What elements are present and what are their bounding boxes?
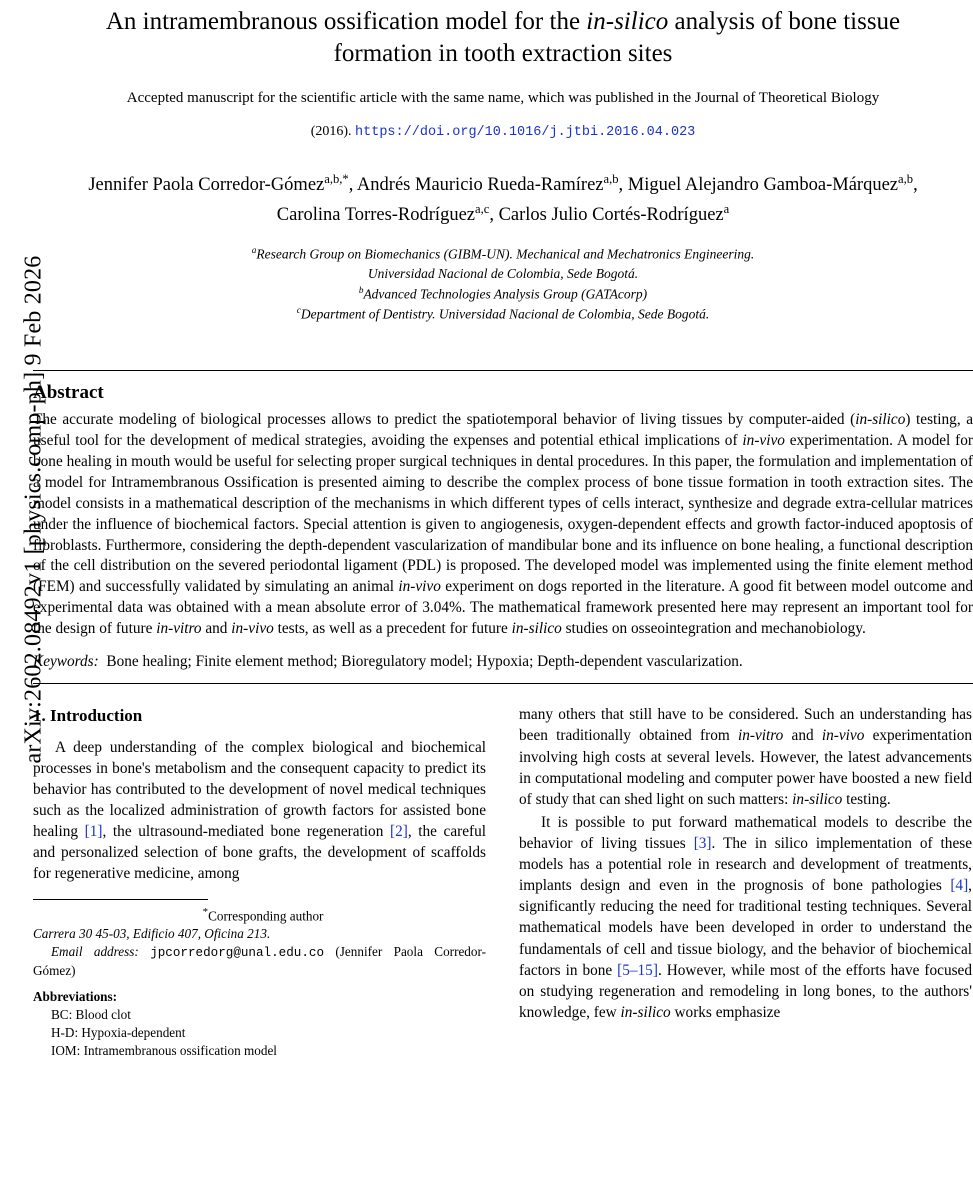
affiliation-b-sup: b: [358, 284, 364, 295]
right-seg-2: and: [783, 727, 822, 745]
author-address: Carrera 30 45-03, Edificio 407, Oficina 213.: [33, 925, 271, 941]
abstract-top-rule: [33, 370, 973, 371]
abstract-italic-6: in-silico: [511, 620, 562, 638]
author-email-line: [33, 943, 486, 980]
title-line1-post: analysis of bone tissue: [668, 8, 901, 35]
abstract-seg-4: experiment on dogs reported in the literature. A good fit between model outcome and experimental data was obtained with a mean absolute error of 3.04%. The mathematical framework presented here may represent an important tool for the design of future: [33, 578, 973, 638]
title-line1-pre: An intramembranous ossification model for the: [105, 8, 587, 35]
intro-seg-3: , the careful and personalized selection of bone grafts, the development of scaffolds for regenerative medicine, among: [33, 823, 486, 883]
abstract-italic-5: in-vivo: [231, 620, 274, 638]
title-line1-italic: in-silico: [586, 8, 669, 35]
abstract-seg-1: The accurate modeling of biological processes allows to predict the spatiotemporal behavior of living tissues by computer-aided (: [33, 410, 856, 428]
column-left: [33, 704, 486, 1059]
intro-paragraph-1: [33, 737, 486, 885]
title-line2: formation in tooth extraction sites: [333, 40, 673, 67]
abstract-seg-6: tests, as well as a precedent for future: [273, 620, 512, 638]
abstract-italic-3: in-vivo: [398, 578, 441, 596]
abstract-seg-2: ) testing, a useful tool for the development of medical strategies, avoiding the expenses and potential ethical implications of: [33, 410, 973, 449]
citation-5-15[interactable]: [5–15]: [617, 961, 658, 979]
right2-seg-4: . However, while most of the efforts have focused on studying regeneration and remodeling in long bones, to the authors' knowledge, few: [519, 961, 972, 1021]
affiliation-b: [33, 284, 973, 304]
doi-line: [33, 124, 973, 140]
doi-link[interactable]: https://doi.org/10.1016/j.jtbi.2016.04.023: [355, 125, 696, 141]
author-3-sup: a,b: [898, 172, 914, 187]
footnote-rule: [33, 899, 208, 900]
abstract-seg-7: studies on osseointegration and mechanobiology.: [561, 620, 866, 638]
keywords-value: Bone healing; Finite element method; Bioregulatory model; Hypoxia; Depth-dependent vascularization.: [106, 653, 743, 671]
abstract-seg-5: and: [201, 620, 232, 638]
affiliations: [33, 244, 973, 324]
citation-1[interactable]: [1]: [84, 823, 103, 841]
right-seg-1: many others that still have to be considered. Such an understanding has been traditionally obtained from: [519, 706, 972, 745]
author-4-sup: a,c: [475, 202, 490, 217]
affiliation-c-text: Department of Dentistry. Universidad Nacional de Colombia, Sede Bogotá.: [300, 306, 710, 322]
abstract-italic-2: in-vivo: [742, 431, 785, 449]
section-heading-introduction: 1. Introduction: [33, 706, 143, 726]
author-2-pre: , Andrés Mauricio Rueda-Ramírez: [348, 175, 604, 196]
affiliation-a-text: Research Group on Biomechanics (GIBM-UN). Mechanical and Mechatronics Engineering.: [256, 246, 755, 262]
keywords-label: Keywords:: [33, 653, 99, 671]
right-italic-3: in-silico: [792, 790, 843, 808]
right-italic-1: in-vitro: [737, 727, 784, 745]
arxiv-stamp: arXiv:2602.08492v1 [physics.comp-ph] 9 Feb 2026: [20, 255, 47, 764]
author-1: Jennifer Paola Corredor-Gómez: [88, 175, 325, 196]
affiliation-a2-text: Universidad Nacional de Colombia, Sede Bogotá.: [367, 266, 639, 282]
intro-seg-1: A deep understanding of the complex biological and biochemical processes in bone's metabolism and the consequent capacity to predict its behavior has contributed to the development of novel medical techniques such as the localized administration of growth factors for assisted bone healing: [33, 738, 486, 841]
author-5-sup: a: [723, 202, 730, 217]
author-line1-end: ,: [913, 175, 918, 196]
abbreviation-item: H-D: Hypoxia-dependent: [51, 1024, 186, 1040]
email-label: Email address:: [51, 943, 139, 959]
footnote-block: [33, 899, 486, 1060]
email-address[interactable]: jpcorredorg@unal.edu.co: [150, 945, 325, 960]
right-paragraph-2: [519, 812, 972, 1023]
abstract-seg-3: experimentation. A model for bone healing in mouth would be useful for selecting proper surgical techniques in dental procedures. In this paper, the formulation and implementation of a model for Intramembranous Ossification is presented aiming to describe the complex process of bone tissue formation in tooth extraction sites. The model consists in a mathematical description of the mechanisms in which different types of cells interact, synthesize and degrade extra-cellular matrices under the influence of biochemical factors. Special attention is given to angiogenesis, oxygen-dependent effects and growth factor-induced apoptosis of fibroblasts. Furthermore, considering the depth-dependent vascularization of mandibular bone and its influence on bone healing, a functional description of the cell distribution on the severed periodontal ligament (PDL) is proposed. The developed model was implemented using the finite element method (FEM) and successfully validated by simulating an animal: [33, 431, 973, 596]
right2-seg-3: , significantly reducing the need for traditional testing techniques. Several mathematical models have been developed in order to understand the fundamentals of cell and tissue biology, and the behavior of biochemical factors in bone: [519, 877, 972, 979]
right2-italic-1: in-silico: [620, 1003, 671, 1021]
affiliation-a: [33, 244, 973, 264]
abbreviation-item: BC: Blood clot: [51, 1007, 131, 1023]
affiliation-a2: [33, 264, 973, 284]
citation-3[interactable]: [3]: [693, 834, 712, 852]
affiliation-a-sup: a: [251, 245, 257, 256]
abstract-text: [33, 410, 973, 640]
right-paragraph-1: [519, 704, 972, 810]
corresponding-label: Corresponding author: [208, 907, 324, 923]
abbreviations-colon: :: [112, 989, 118, 1005]
keywords: [33, 653, 973, 671]
right-seg-3: experimentation involving high costs at several levels. However, the latest advancements in computational modeling and computer power have boosted a new field of study that can shed light on such matters:: [519, 727, 972, 808]
body-columns: [33, 704, 973, 1059]
author-1-sup: a,b,*: [324, 172, 349, 187]
intro-seg-2: , the ultrasound-mediated bone regeneration: [102, 823, 390, 841]
abstract-bottom-rule: [33, 683, 973, 684]
doi-year: (2016).: [310, 124, 356, 140]
right-italic-2: in-vivo: [821, 727, 865, 745]
abstract-heading: Abstract: [33, 381, 104, 403]
citation-2[interactable]: [2]: [389, 823, 408, 841]
right2-seg-2: . The in silico implementation of these models has a potential role in research and development of treatments, implants design and even in the prognosis of bone pathologies: [519, 834, 972, 895]
paper-content: [33, 0, 973, 1060]
abbreviations-heading: [33, 988, 486, 1006]
citation-4[interactable]: [4]: [950, 877, 969, 895]
column-right: [519, 704, 972, 1059]
abbreviations-label: Abbreviations: [33, 989, 113, 1005]
footnote-text: [33, 905, 486, 1060]
affiliation-c: [33, 304, 973, 324]
author-2-sup: a,b: [603, 172, 619, 187]
right2-seg-1: It is possible to put forward mathematical models to describe the behavior of living tissues: [519, 813, 972, 852]
author-list: [33, 170, 973, 230]
right-seg-4: testing.: [842, 790, 891, 808]
author-3-pre: , Miguel Alejandro Gamboa-Márquez: [618, 175, 899, 196]
page-title: [33, 6, 973, 70]
abbreviation-item: IOM: Intramembranous ossification model: [51, 1042, 277, 1058]
right2-seg-5: works emphasize: [670, 1003, 781, 1021]
affiliation-c-sup: c: [296, 304, 301, 315]
asterisk-icon: *: [202, 905, 209, 918]
author-5-pre: , Carlos Julio Cortés-Rodríguez: [489, 205, 724, 226]
author-4: Carolina Torres-Rodríguez: [276, 205, 475, 226]
accepted-note: Accepted manuscript for the scientific article with the same name, which was published in the Journal of Theoretical Biology: [126, 90, 880, 106]
corresponding-author-note: [33, 905, 486, 925]
abstract-italic-4: in-vitro: [156, 620, 202, 638]
affiliation-b-text: Advanced Technologies Analysis Group (GATAcorp): [363, 286, 648, 302]
email-owner: (Jennifer Paola Corredor-Gómez): [33, 943, 487, 978]
abstract-italic-1: in-silico: [855, 410, 906, 428]
